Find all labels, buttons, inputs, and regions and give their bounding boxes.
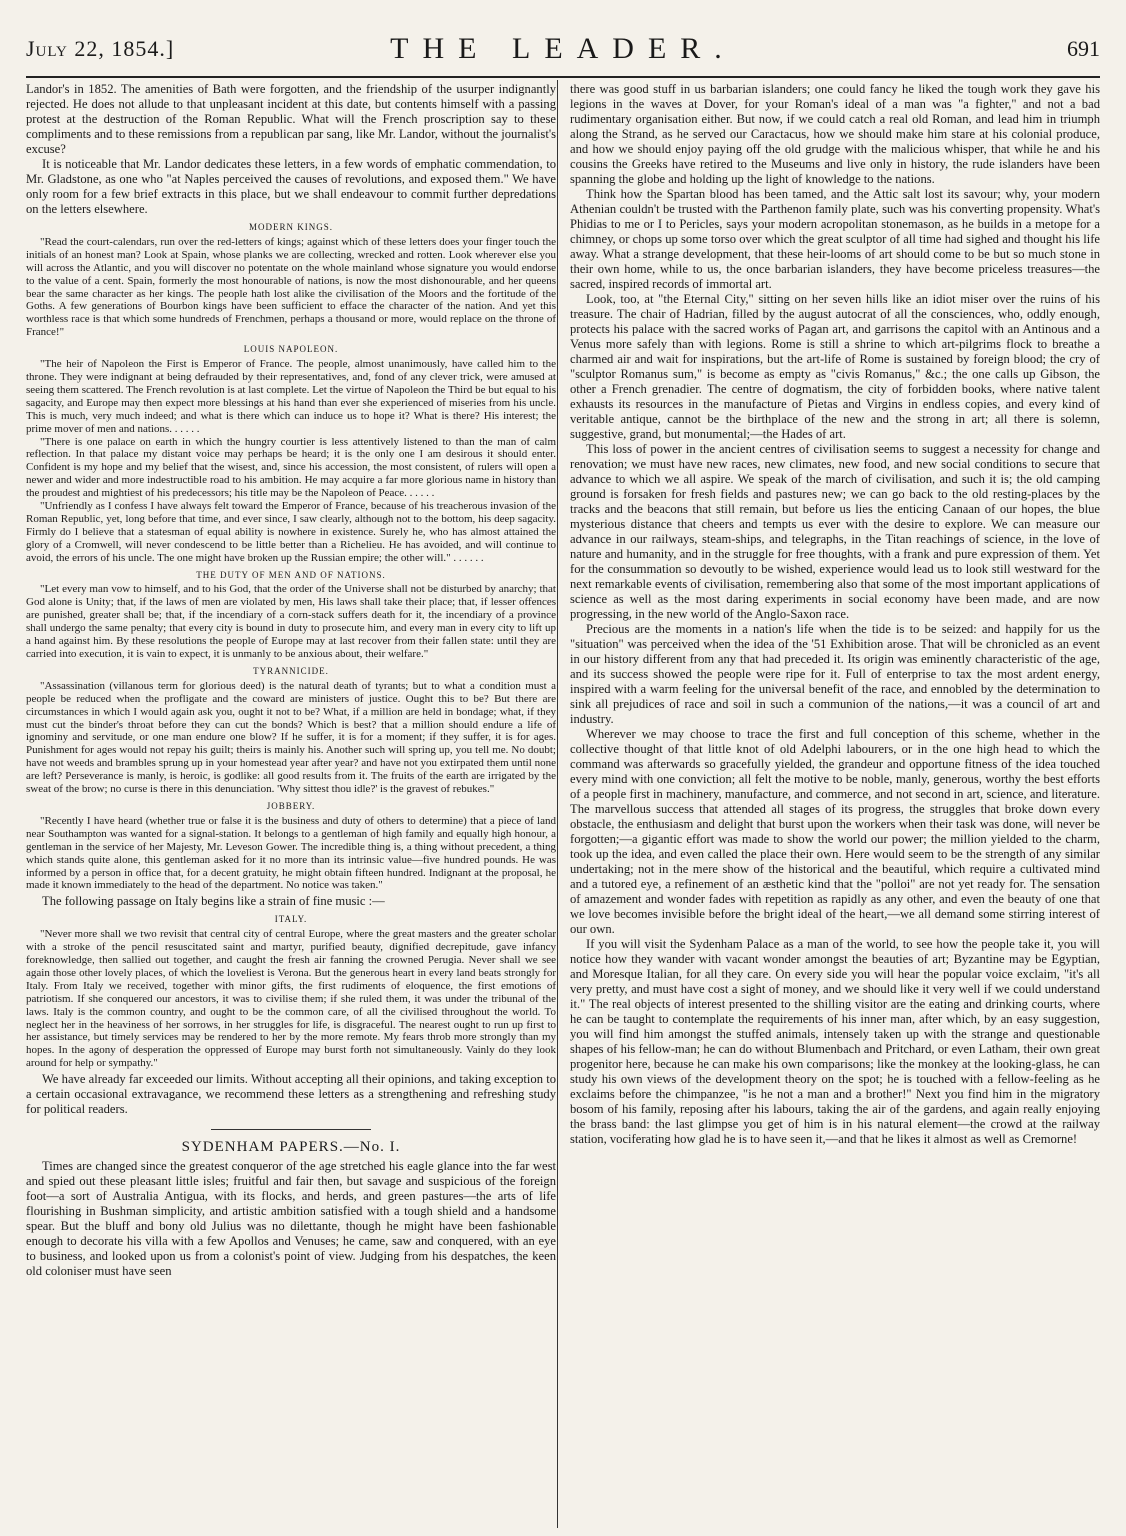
quote-paragraph: "The heir of Napoleon the First is Emperor of France. The people, almost unanimously, have called him to the throne. They were indignant at being defrauded by their representatives, and, fond of any clever trick, were amused at seeing them scattered. The French revolution is at last complete. Let the virtue of Napoleon the Third be but equal to his sagacity, and Europe may then expect more blessings at his hand than ever she experienced of miseries from his uncle. This is much, very much indeed; and what is there which can induce us to hope it? What is there? His interest; the prime mover of men and nations. . . . . . (26, 358, 556, 435)
masthead (26, 30, 1100, 74)
quote-paragraph: "There is one palace on earth in which the hungry courtier is less attentively listened to than the man of calm reflection. In that palace my distant voice may perhaps be heard; it is the only one I am desirous it should enter. Confident is my hope and my belief that the wisest, and, since his accession, the most consistent, of rulers will open a newer and wider and more indestructible road to his ambition. He may acquire a far more glorious name in history than the proudest and mightiest of his predecessors; his title may be the Napoleon of Peace. . . . . . (26, 435, 556, 500)
page-number: 691 (1067, 36, 1100, 61)
article-separator (211, 1129, 371, 1130)
issue-date: July 22, 1854.] (26, 36, 175, 61)
quote-block (26, 913, 556, 1070)
right-column (570, 82, 1100, 1522)
paragraph: We have already far exceeded our limits. Without accepting all their opinions, and taking exception to a certain occasional extravagance, we recommend these letters as a strengthening and refreshing study for political readers. (26, 1072, 556, 1117)
masthead-rule (26, 76, 1100, 78)
paragraph: If you will visit the Sydenham Palace as a man of the world, to see how the people take it, you will notice how they wander with vacant wonder amongst the beauties of art; Byzantine may be Egyptian, and Moresque Italian, for all they care. On every side you will hear the popular voice exclaim, "it's all very pretty, and must have cost a sight of money, and we should like it very well if we could understand it." The real objects of interest presented to the shilling visitor are the eating and drinking courts, where he can be taught to contemplate the requirements of his inner man, after which, by an easy suggestion, you will find him amongst the stuffed animals, intensely taken up with the strange and questionable shapes of his fellow-man; he can do without Blumenbach and Pritchard, or even Latham, their own great progenitor here, because he can make his own comparisons; like the monkey at the looking-glass, he can study his own views of the development theory on the spot; he is touched with a fellow-feeling as he exclaims before the chimpanzee, "is he not a man and a brother!" Next you find him in the migratory bosom of his family, reposing after his labours, taking the air of the gardens, and again really enjoying the brass band: the last glimpse you get of him is in his natural element—the crowd at the railway station, vociferating how glad he is to have seen it,—and that he likes it almost as well as Cremorne! (570, 937, 1100, 1146)
paragraph: This loss of power in the ancient centres of civilisation seems to suggest a necessity for change and renovation; we must have new races, new climates, new food, and new social conditions to secure that advance to which we all aspire. We speak of the march of civilisation, and such it is; the old camping ground is forsaken for fresh fields and pastures new; we can go back to the old resting-places by the tracks and the beacons that still remain, but before us lies the enticing Canaan of our hopes, the blue mysterious distance that cheers and tempts us ever with the desire to explore. We can measure our advance in our railways, steam-ships, and telegraphs, in the Titan reachings of science, in the love of nature and humanity, and in the struggle for free thoughts, with a frank and pure expression of them. Yet for the consummation so devoutly to be wished, experience would lead us to look still westward for the next remarkable events of civilisation, remembering also that some of the most important applications of science as well as the most daring experiments in social economy have been made, and are now progressing, in the new world of the Anglo-Saxon race. (570, 442, 1100, 621)
article-title: SYDENHAM PAPERS.—No. I. (181, 1139, 401, 1156)
column-divider (557, 80, 558, 1528)
left-column (26, 82, 556, 1522)
paragraph: Wherever we may choose to trace the first and full conception of this scheme, whether in the collective thought of that little knot of old Adelphi labourers, or in the one high head to which the command was afterwards so gracefully yielded, the grandeur and opportune fitness of the idea touched every mind with one conviction; all felt the motive to be noble, manly, generous, worthy the best efforts of a people first in machinery, manufacture, and commerce, and not second in art, science, and literature. The marvellous success that attended all stages of its progress, the struggles that broke down every obstacle, the enthusiasm and delight that burst upon the workers when their task was done, will never be forgotten;—a gigantic effort was made to show the world our power; the million yielded to the charm, took up the idea, and even called the place their own. Here would seem to be the strength of any similar undertaking; not in the mere show of the historical and the beautiful, which require a cultivated mind and a tutored eye, a refinement of an æsthetic kind that the "polloi" are not yet ready for. The sensation of amazement and wonder fades with repetition as rapidly as any other, and even the beauty of one that we love becomes invisible before the bright ideal of the heart,—we all demand some stirring interest of our own. (570, 727, 1100, 936)
paragraph: The following passage on Italy begins like a strain of fine music :— (42, 894, 385, 909)
section-heading: MODERN KINGS. (248, 222, 333, 232)
quote-block (26, 221, 556, 892)
section-heading: THE DUTY OF MEN AND OF NATIONS. (196, 569, 386, 580)
paragraph: Times are changed since the greatest conqueror of the age stretched his eagle glance into the far west and spied out these pleasant little isles; fruitful and fair then, but savage and suspicious of the foreign foot—a sort of Australia Antigua, with its flocks, and herds, and green pastures—the arts of life flourishing in Bushman simplicity, and artistic ambition satisfied with a tough shield and a handsome spear. But the bluff and bony old Julius was no dilettante, though he might have been fashionable enough to decorate his villa with a few Apollos and Venuses; he came, saw and conquered, with an eye to business, and looked upon us from a colonist's point of view. Judging from his despatches, the keen old coloniser must have seen (26, 1159, 556, 1279)
section-heading: JOBBERY. (266, 800, 316, 811)
quote-paragraph: "Assassination (villanous term for glorious deed) is the natural death of tyrants; but to what a condition must a people be reduced when the profligate and the coward are ministers of justice. Ought this to be? But there are circumstances in which I would again ask you, ought it not to be? What, if a million are held in bondage; what, if they must cut the binder's throat before they can cut the bonds? Which is best? that a million should endure a life of ignominy and servitude, or one man endure one blow? If he suffer, it is for a moment; if they suffer, it is for ages. Punishment for ages would not repay his guilt; theirs is mainly his. Another such will spring up, you tell me. No doubt; have not weeds and brambles sprung up in your homestead year after year? and have not you extirpated them until none are left? Perseverance is manly, is heroic, is godlike: all good results from it. The fruits of the earth are irrigated by the sweat of the brow; no curse is there in this denunciation. 'Why sittest thou idle?' is the gravest of rebukes." (26, 679, 556, 796)
paragraph: Think how the Spartan blood has been tamed, and the Attic salt lost its savour; why, your modern Athenian couldn't be trusted with the Parthenon family plate, such was his converting propensity. What's Phidias to me or I to Pericles, says your modern acropolitan stonemason, as he builds in a metope for a chimney, or chops up some torso over which the great sculptor of all time had sighed and thought his life away. What a strange development, that these heir-looms of art should come to be but so much stone in their own home, while to us, the once barbarian islanders, they have become priceless treasures—the sacred, inspired records of immortal art. (570, 187, 1100, 291)
paragraph: Look, too, at "the Eternal City," sitting on her seven hills like an idiot miser over the ruins of his treasure. The chair of Hadrian, filled by the august autocrat of all the consciences, who, oddly enough, protects his palace with the sacred works of Pagan art, and garrisons the capitol with an Antinous and a Venus more safely than with legions. Rome is still a shrine to which art-pilgrims flock to breathe a charmed air and wait for inspirations, but the art-life of Rome is sustained by foreign blood; the cry of "sculptor Romanus sum," is become as empty as "civis Romanus," &c.; the one calls up Gibson, the other a French grenadier. The centre of dogmatism, the city of forbidden books, where native talent exhausts its resources in the manufacture of Pietas and Virgins in endless copies, and every kind of veritable antique, cannot be the birthplace of the new and the strong in art; all there is solemn, suggestive, grand, but monumental;—the Hades of art. (570, 292, 1100, 441)
section-heading: ITALY. (274, 914, 308, 925)
quote-paragraph: "Let every man vow to himself, and to his God, that the order of the Universe shall not be disturbed by anarchy; that God alone is Unity; that, if the laws of men are violated by men, His laws shall take their place; that, if lesser offences are punished, greater shall be; that, if the incendiary of a corn-stack suffers death for it, the incendiary of a province shall undergo the same penalty; that every city is bound in duty to prosecute him, and every man in every city to lift up a hand against him. By these resolutions the people of Europe may at last recover from their fallen state: until they are carried into execution, it is vain to expect, it is unmanly to be anxious about, their welfare." (26, 583, 556, 660)
quote-paragraph: "Unfriendly as I confess I have always felt toward the Emperor of France, because of his treacherous invasion of the Roman Republic, yet, long before that time, and ever since, I saw clearly, although not to the bottom, his deep sagacity. Firmly do I believe that a statesman of equal ability is nowhere in existence. Surely he, who has almost attained the glory of a Cromwell, will never condescend to be little better than a Richelieu. He has avoided, and will continue to avoid, the errors of his uncle. The one might have broken up the Russian empire; the other will." . . . . . . (26, 500, 556, 564)
paragraph: there was good stuff in us barbarian islanders; one could fancy he liked the tough work they gave his legions in the waves at Dover, for your Roman's ideal of a man was "a fighter," and not a bad rudimentary organisation either. But now, if we could catch a real old Roman, and lead him in triumph along the Strand, as he served our Caractacus, how we should make him stare at his colonial produce, and how we should enjoy paying off the old grudge with the malicious whisper, that while he and his cousins the Greeks have retired to the Museums and live only in history, the rude islanders have been spanning the globe and holding up the light of knowledge to the nations. (570, 82, 1100, 186)
quote-paragraph: "Never more shall we two revisit that central city of central Europe, where the great masters and the greater scholar with a stroke of the pencil resuscitated saint and martyr, purified beauty, dignified decrepitude, gave infancy foreknowledge, then sallied out together, and caught the fresh air fanning the crowned Perugia. Never shall we see again those other lovely places, of which the loveliest is Verona. But the generous heart in every land beats strongly for Italy. From Italy we received, together with minor gifts, the first rudiments of eloquence, the first emotions of patriotism. If she conquered our ancestors, it was to civilise them; if she ruled them, it was under the tribunal of the laws. Italy is the common country, and ought to be the common care, of all the civilised throughout the world. To neglect her in the heaviness of her sorrows, in her struggles for life, is disgraceful. The nearest ought to run up first to her assistance, but timely services may be rendered to her by the more remote. My fears throb more strongly than my hopes. In the agony of desperation the oppressed of Europe may burst forth not simultaneously. Vainly do they look around for help or sympathy." (26, 928, 556, 1070)
quote-paragraph: "Recently I have heard (whether true or false it is the business and duty of others to determine) that a piece of land near Southampton was wanted for a signal-station. It belongs to a gentleman of high family and equally high honour, a gentleman in the service of her Majesty, Mr. Leveson Gower. The incredible thing is, a thing without precedent, a thing which stands quite alone, this gentleman asked for it no more than its intrinsic value—five hundred pounds. He was informed by a person in office that, for a decent gratuity, he might obtain fifteen hundred. Indignant at the proposal, he made it known immediately to the head of the department. No notice was taken." (26, 814, 556, 892)
paragraph: Precious are the moments in a nation's life when the tide is to be seized: and happily for us the "situation" was perceived when the idea of the '51 Exhibition arose. That will be chronicled as an event in our history different from any that had preceded it. Its origin was eminently characteristic of the age, and its success showed the people were ripe for it. Full of enterprise to tax the most ardent energy, inspired with a warm feeling for the universal benefit of the race, and ennobled by the determination to sink all prejudices of race and soil in such a communion of the nations,—it was a council of art and industry. (570, 622, 1100, 726)
quote-paragraph: "Read the court-calendars, run over the red-letters of kings; against which of these letters does your finger touch the initials of an honest man? Look at Spain, whose planks we are collecting, wrecked and rotten. Look wherever else you will across the Atlantic, and you will discover no potentate on the whole mainland whose signature you would endorse to the value of a cent. Spain, formerly the most honourable of nations, is now the most dishonourable, and her queens bear the same character as her kings. The people hath lost alike the civilisation of the Moors and the fortitude of the Goths. A few generations of Bourbon kings have been sufficient to efface the character of the nation. And yet this worthless race is that which some hundreds of Frenchmen, perhaps a thousand or more, would replace on the throne of France!" (26, 235, 556, 339)
paragraph: It is noticeable that Mr. Landor dedicates these letters, in a few words of emphatic commendation, to Mr. Gladstone, as one who "at Naples perceived the causes of revolutions, and exposed them." We have only room for a few brief extracts in this place, but we shall endeavour to commit further depredations on the letters elsewhere. (26, 157, 556, 216)
paragraph: Landor's in 1852. The amenities of Bath were forgotten, and the friendship of the usurper indignantly rejected. He does not allude to that unpleasant incident at this date, but contents himself with a passing protest at the destruction of the Roman Republic. What will the French proscription say to these compliments and to these remissions from a republican par sang, like Mr. Landor, without the journalist's excuse? (26, 82, 556, 156)
section-heading: TYRANNICIDE. (253, 665, 329, 676)
section-heading: LOUIS NAPOLEON. (243, 344, 339, 355)
newspaper-title: THE LEADER. (390, 32, 736, 65)
